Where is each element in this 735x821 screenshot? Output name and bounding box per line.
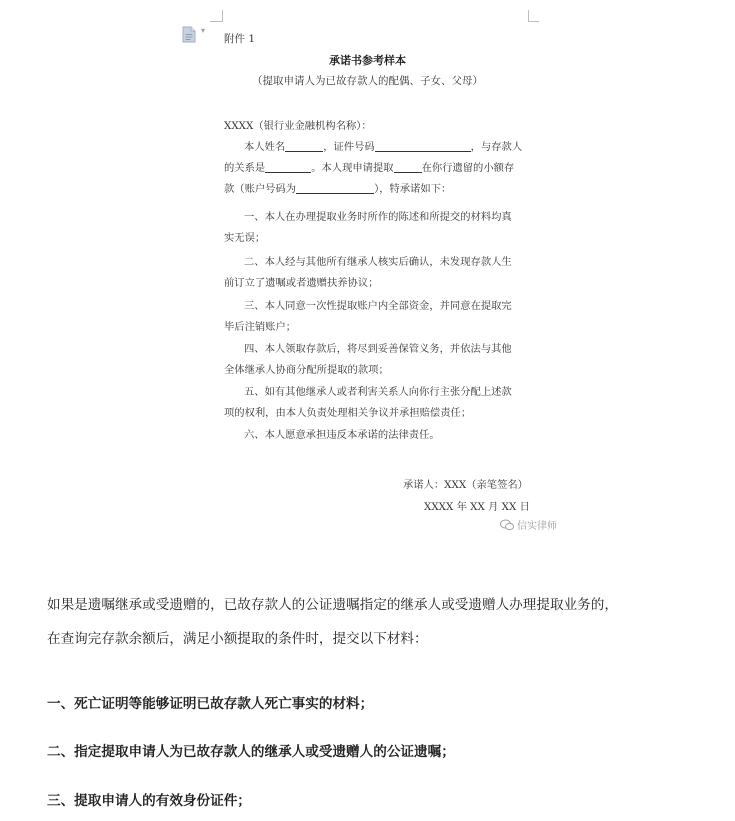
material-item-2: 二、指定提取申请人为已故存款人的继承人或受遗赠人的公证遗嘱； xyxy=(47,744,455,760)
crop-mark-top-left-h xyxy=(210,21,222,22)
blank-relationship xyxy=(265,159,311,173)
crop-mark-top-left-v xyxy=(222,10,223,22)
blank-id-number xyxy=(375,138,471,152)
clause-6: 六、本人愿意承担违反本承诺的法律责任。 xyxy=(244,429,440,441)
clause-5: 五、如有其他继承人或者利害关系人向你行主张分配上述款 xyxy=(244,386,512,398)
material-item-1: 一、死亡证明等能够证明已故存款人死亡事实的材料； xyxy=(47,696,374,712)
watermark: 信实律师 xyxy=(500,517,557,532)
fill-line-2: 的关系是 。本人现申请提取 在你行遗留的小额存 xyxy=(224,158,529,178)
clause-2-cont: 前订立了遗嘱或者遗赠扶养协议； xyxy=(224,277,379,289)
blank-account-number xyxy=(296,180,374,194)
clause-1: 一、本人在办理提取业务时所作的陈述和所提交的材料均真 xyxy=(244,211,512,223)
blank-depositor xyxy=(394,159,422,173)
blank-name xyxy=(285,138,323,152)
signer-line: 承诺人：XXX（亲笔签名） xyxy=(403,479,528,491)
material-item-3: 三、提取申请人的有效身份证件； xyxy=(47,793,251,809)
chevron-down-icon: ▾ xyxy=(201,26,206,35)
paragraph-line-1: 如果是遗嘱继承或受遗赠的，已故存款人的公证遗嘱指定的继承人或受遗赠人办理提取业务的， xyxy=(47,597,618,613)
paragraph-line-2: 在查询完存款余额后，满足小额提取的条件时，提交以下材料： xyxy=(47,631,428,647)
clause-4: 四、本人领取存款后，将尽到妥善保管义务，并依法与其他 xyxy=(244,343,512,355)
clause-2: 二、本人经与其他所有继承人核实后确认，未发现存款人生 xyxy=(244,256,512,268)
document-subtitle: （提取申请人为已故存款人的配偶、子女、父母） xyxy=(252,75,483,87)
crop-mark-top-right-h xyxy=(529,21,539,22)
clause-3-cont: 毕后注销账户； xyxy=(224,321,297,333)
clause-5-cont: 项的权利，由本人负责处理相关争议并承担赔偿责任； xyxy=(224,407,472,419)
attachment-label: 附件 1 xyxy=(224,33,256,45)
fill-line-3: 款（账户号码为 ），特承诺如下： xyxy=(224,179,529,199)
date-line: XXXX 年 XX 月 XX 日 xyxy=(424,501,530,513)
clause-4-cont: 全体继承人协商分配所提取的款项； xyxy=(224,364,389,376)
wechat-icon xyxy=(500,519,514,531)
document-title: 承诺书参考样本 xyxy=(329,54,406,67)
fill-line-1: 本人姓名 ，证件号码 ，与存款人 xyxy=(224,137,549,157)
clause-3: 三、本人同意一次性提取账户内全部资金，并同意在提取完 xyxy=(244,300,512,312)
document-icon xyxy=(182,26,196,43)
clause-1-cont: 实无误； xyxy=(224,232,266,244)
addressee: XXXX（银行业金融机构名称）： xyxy=(224,120,372,132)
